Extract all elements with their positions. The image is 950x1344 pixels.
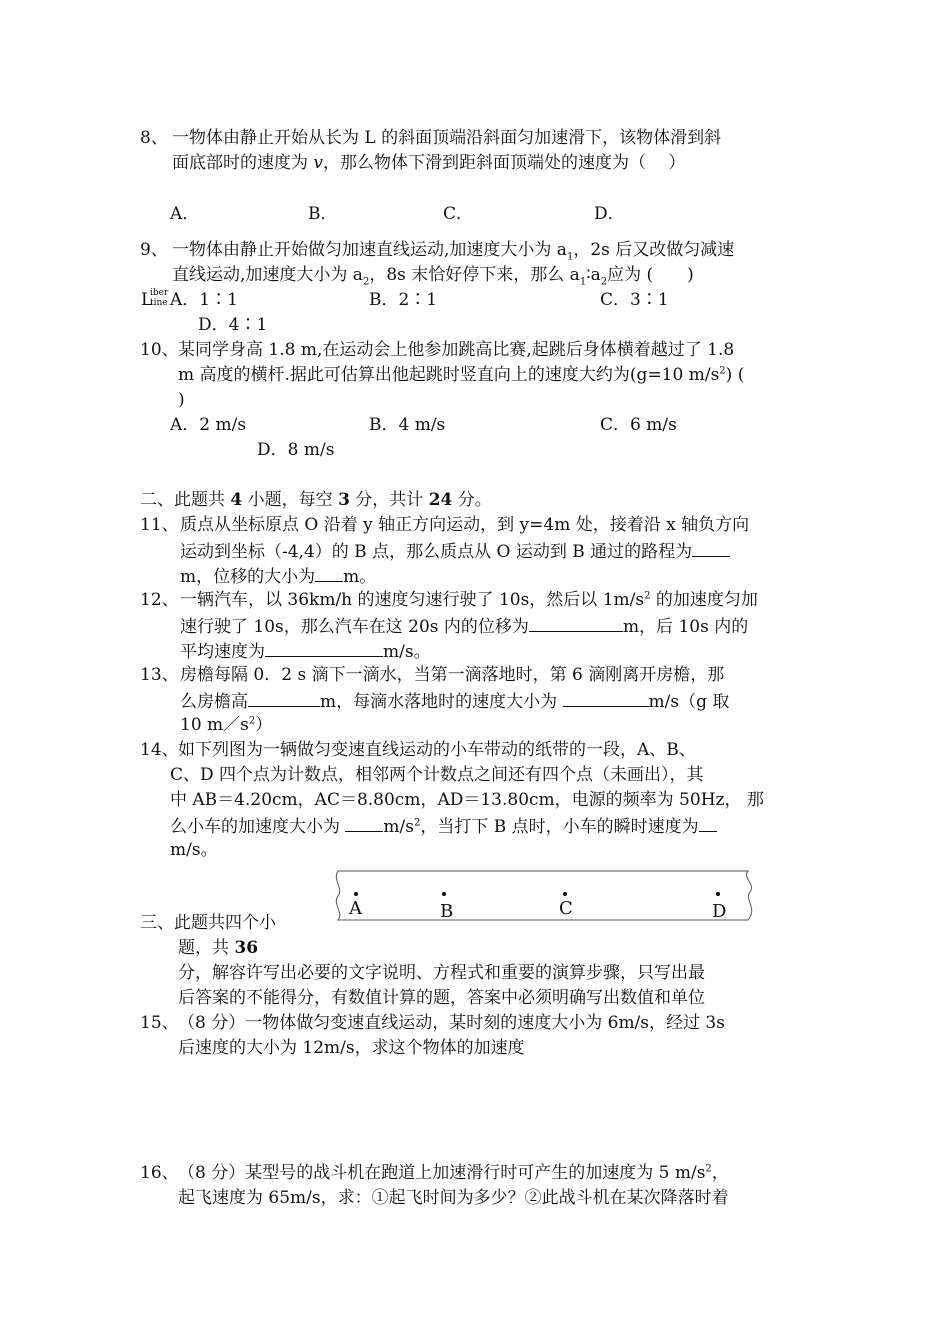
section2-heading [140,488,492,513]
q14-line1: 如下列图为一辆做匀变速直线运动的小车带动的纸带的一段，A、B、 [178,740,696,760]
q8-line2 [172,151,685,176]
q16-sup: 2 [705,1163,712,1175]
q9-option-c: C．3∶1 [600,290,669,310]
q9-option-d: D．4∶1 [198,315,268,335]
q12-line2b: m，后 10s 内的 [622,617,749,637]
paper-tape-diagram [330,866,760,926]
q16-line1 [178,1161,729,1186]
q11-line2 [180,538,730,565]
q16-line1a: （8 分）某型号的战斗机在跑道上加速滑行时可产生的加速度为 5 m/s [178,1163,706,1183]
q16-number: 16、 [140,1163,179,1183]
q13-line3b: ） [255,715,273,735]
q12-blank-velocity[interactable] [265,638,383,657]
q13-blank-height[interactable] [248,688,320,707]
q12-line2a: 速行驶了 10s，那么汽车在这 20s 内的位移为 [180,617,529,637]
section2-mid1: 小题，每空 [242,490,339,510]
q9-line2c: ∶a [586,265,601,285]
q14-line3: 中 AB＝4.20cm，AC＝8.80cm，AD＝13.80cm，电源的频率为 50Hz， 那 [170,790,764,810]
q11-blank-path[interactable] [692,538,730,557]
q13-line2 [180,688,729,715]
tape-dot-d [716,892,720,896]
q9-line2a: 直线运动,加速度大小为 a [172,265,363,285]
q8-line2b: ，那么物体下滑到距斜面顶端处的速度为（ ） [323,153,686,173]
section2-count: 4 [230,490,243,510]
q10-number: 10、 [140,340,179,360]
q8-option-b: B． [308,204,338,224]
q15-line1: （8 分）一物体做匀变速直线运动，某时刻的速度大小为 6m/s，经过 3s [178,1013,725,1033]
q8-option-a: A． [170,204,200,224]
q13-line2c: m/s（g 取 [648,692,730,712]
q10-option-d: D．8 m/s [257,440,335,460]
q13-blank-speed[interactable] [563,688,649,707]
section2-total: 24 [428,490,453,510]
q9-line1 [172,238,734,263]
q9-sub2: 2 [362,276,370,288]
section3-line2a: 题，共 [178,938,235,958]
paper-tape-outline [330,866,760,926]
q8-v-symbol: v [313,153,324,173]
q10-option-a: A．2 m/s [170,415,247,435]
q10-line2 [178,363,744,388]
liber-l: L [141,290,153,310]
q9-option-a: A．1∶1 [170,290,238,310]
q12-sup: 2 [644,590,651,602]
q10-line2a: m 高度的横杆.据此可估算出他起跳时竖直向上的速度大约为(g=10 m/s [178,365,720,385]
q11-blank-displacement[interactable] [315,563,343,582]
q8-number: 8、 [140,128,168,148]
q15-line2: 后速度的大小为 12m/s，求这个物体的加速度 [178,1038,525,1058]
q8-option-d: D． [594,204,625,224]
q12-line1 [180,588,758,613]
section3-line2 [178,936,258,961]
q13-line2b: m，每滴水落地时的速度大小为 [320,692,563,712]
q12-line2 [180,613,748,640]
q12-line1b: 的加速度匀加 [650,590,758,610]
q16-line1b: ， [711,1163,729,1183]
q13-line3a: 10 m／s [180,715,249,735]
section2-points: 3 [338,490,350,510]
q9-line1b: ，2s 后又改做匀减速 [573,240,735,260]
q16-line2: 起飞速度为 65m/s，求：①起飞时间为多少？②此战斗机在某次降落时着 [178,1188,729,1208]
q14-line4c: ，当打下 B 点时，小车的瞬时速度为 [420,817,699,837]
liber-bottom: tine [150,298,168,308]
q15-number: 15、 [140,1013,179,1033]
q14-line4a: 么小车的加速度大小为 [170,817,346,837]
section2-mid2: 分，共计 [349,490,429,510]
q9-sub1: 1 [566,251,574,263]
section2-prefix: 二、此题共 [140,490,231,510]
section3-total: 36 [234,938,259,958]
q9-line2 [172,263,694,288]
section3-line3: 分，解容许写出必要的文字说明、方程式和重要的演算步骤，只写出最 [178,963,705,983]
q9-sub4: 2 [600,276,608,288]
section2-suffix: 分。 [452,490,492,510]
q11-number: 11、 [140,515,179,535]
q13-line2a: 么房檐高 [180,692,248,712]
q10-line1: 某同学身高 1.8 m,在运动会上他参加跳高比赛,起跳后身体横着越过了 1.8 [178,340,735,360]
q12-number: 12、 [140,590,179,610]
q10-option-b: B．4 m/s [369,415,446,435]
q9-line1a: 一物体由静止开始做匀加速直线运动,加速度大小为 a [172,240,567,260]
q10-line2b: ) ( [725,365,745,385]
tape-label-c: C [559,898,573,919]
q9-sub3: 1 [579,276,587,288]
q12-line1a: 一辆汽车，以 36km/h 的速度匀速行驶了 10s，然后以 1m/s [180,590,645,610]
q9-number: 9、 [140,240,168,260]
q14-blank-velocity[interactable] [699,813,717,832]
q14-line4 [170,813,717,840]
q14-line5: m/s。 [170,840,218,860]
tape-dot-b [442,892,446,896]
q10-sup: 2 [719,365,726,377]
q8-line1: 一物体由静止开始从长为 L 的斜面顶端沿斜面匀加速滑下，该物体滑到斜 [172,128,722,148]
q11-line1: 质点从坐标原点 O 沿着 y 轴正方向运动，到 y=4m 处，接着沿 x 轴负方向 [180,515,750,535]
q9-line2b: ，8s 末恰好停下来，那么 a [369,265,580,285]
q11-line3b: m。 [343,567,377,587]
q14-line2: C、D 四个点为计数点，相邻两个计数点之间还有四个点（未画出），其 [170,765,704,785]
q14-blank-acceleration[interactable] [345,813,383,832]
q12-line3b: m/s。 [383,642,431,662]
tape-label-d: D [712,901,727,922]
q10-option-c: C．6 m/s [600,415,677,435]
q14-sup: 2 [413,817,421,829]
q8-option-c: C． [443,204,474,224]
q11-line3a: m，位移的大小为 [180,567,316,587]
q14-line4b: m/s [383,817,414,837]
liber-top: iber [150,288,169,298]
q14-number: 14、 [140,740,179,760]
q8-line2a: 面底部时的速度为 [172,153,314,173]
q12-line3a: 平均速度为 [180,642,265,662]
q13-line1: 房檐每隔 0．2 s 滴下一滴水，当第一滴落地时，第 6 滴刚离开房檐，那 [180,665,725,685]
section3-line4: 后答案的不能得分，有数值计算的题，答案中必须明确写出数值和单位 [178,988,705,1008]
q13-number: 13、 [140,665,179,685]
q13-sup: 2 [248,715,256,727]
tape-label-b: B [440,901,454,922]
q13-line3 [180,713,272,738]
q10-line3: ) [178,390,185,410]
section3-line1: 三、此题共四个小 [140,913,276,933]
q12-blank-displacement[interactable] [529,613,623,632]
tape-label-a: A [349,898,362,919]
q11-line3 [180,563,376,590]
q11-line2-text: 运动到坐标（-4,4）的 B 点，那么质点从 O 运动到 B 通过的路程为 [180,542,693,562]
q9-line2d: 应为 ( ) [607,265,694,285]
q12-line3 [180,638,431,665]
q9-option-b: B．2∶1 [369,290,438,310]
